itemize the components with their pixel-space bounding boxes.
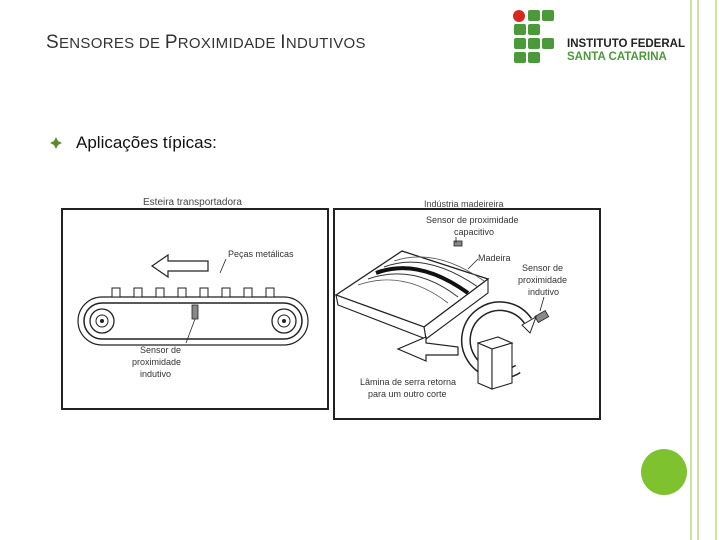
logo-line-1: INSTITUTO FEDERAL [567, 38, 685, 50]
wood-label: Madeira [478, 253, 511, 263]
bullet-text: Aplicações típicas: [76, 133, 217, 152]
right-panel-wood-industry [334, 199, 600, 419]
inductive-label-line: indutivo [528, 287, 560, 297]
right-panel-header: Indústria madeireira [424, 199, 504, 209]
decor-line-2 [697, 0, 699, 540]
logo-line-2: SANTA CATARINA [567, 51, 667, 63]
applications-figure [58, 193, 604, 423]
inductive-sensor-2-icon [535, 311, 549, 323]
inductive-label-line: proximidade [518, 275, 568, 285]
sensor-label-line: proximidade [132, 357, 182, 367]
title-part: ROXIMIDADE [177, 35, 281, 52]
conveyor-belt [78, 288, 308, 345]
blade-label-line: para um outro corte [368, 389, 447, 399]
capacitive-label-line: capacitivo [454, 227, 495, 237]
saw-wheel [466, 306, 536, 389]
title-part: S [46, 32, 59, 53]
inductive-sensor-icon [192, 305, 198, 319]
logo-text [567, 38, 685, 64]
ifsc-logo-mark-icon [511, 8, 561, 68]
arrow-label: Peças metálicas [228, 249, 294, 259]
decor-green-circle [641, 449, 687, 495]
decor-line-3 [715, 0, 717, 540]
title-part: I [280, 32, 286, 53]
diamond-bullet-icon [50, 137, 62, 149]
capacitive-label-line: Sensor de proximidade [426, 215, 519, 225]
slide-title [46, 32, 366, 54]
sensor-label-line: Sensor de [140, 345, 182, 355]
blade-label-line: Lâmina de serra retorna [360, 377, 457, 387]
title-part: P [164, 32, 178, 53]
title-part: NDUTIVOS [285, 35, 366, 52]
capacitive-sensor-icon [454, 241, 462, 246]
sensor-label-line: indutivo [140, 369, 172, 379]
bullet-item [50, 133, 217, 153]
left-panel-conveyor [62, 197, 328, 409]
left-arrow-icon [152, 255, 208, 277]
left-panel-header: Esteira transportadora [143, 197, 242, 208]
ifsc-logo [511, 8, 691, 68]
inductive-label-line: Sensor de [522, 263, 564, 273]
return-arrow-icon [398, 337, 458, 361]
title-part: ENSORES DE [58, 35, 165, 52]
decor-line-1 [690, 0, 692, 540]
